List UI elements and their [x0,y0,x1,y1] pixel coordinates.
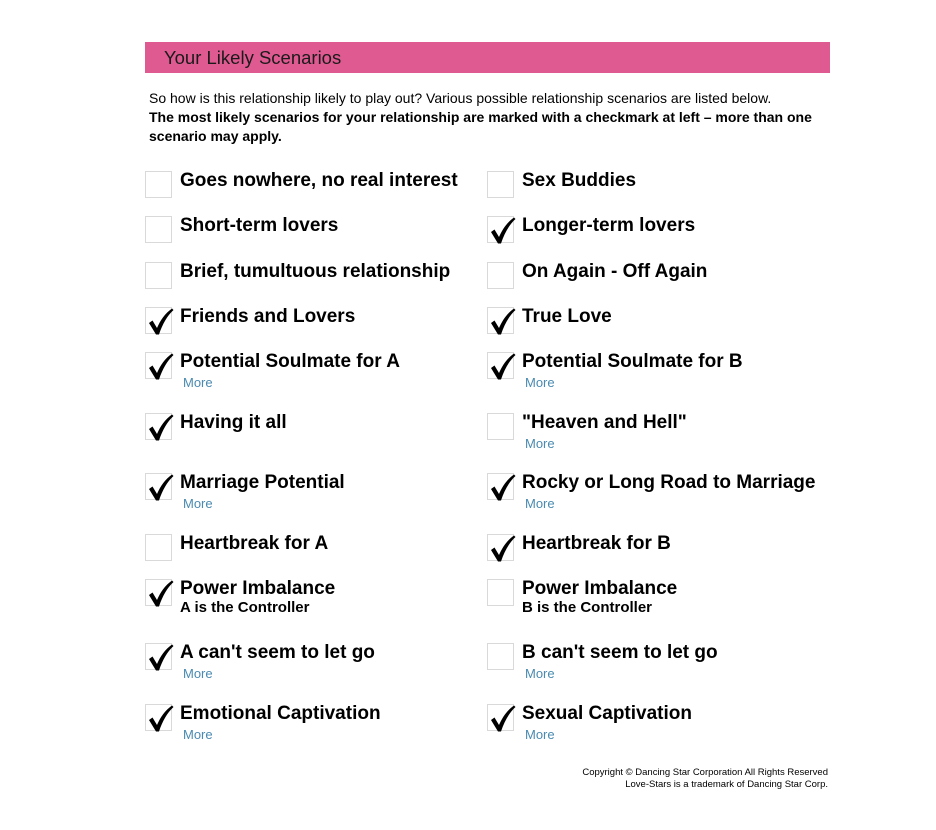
intro-paragraph [149,89,839,146]
scenario-label: A can't seem to let go [180,642,375,663]
scenario-label: Heartbreak for A [180,533,329,554]
scenario-checkbox [487,216,514,243]
more-link[interactable]: More [183,496,213,511]
scenario-label: Sex Buddies [522,170,637,191]
scenario-label: Power Imbalance [522,578,678,599]
copyright-text: Copyright © Dancing Star Corporation All Rights Reserved [582,767,828,778]
scenario-checkbox [487,579,514,606]
more-link[interactable]: More [525,436,555,451]
footer [582,767,828,791]
section-header [145,42,830,73]
intro-bold-text: The most likely scenarios for your relationship are marked with a checkmark at left – more than one scenario may apply. [149,109,812,144]
scenario-checkbox [487,413,514,440]
scenario-checkbox [145,262,172,289]
scenario-checkbox [487,352,514,379]
scenario-label: Having it all [180,412,287,433]
scenario-checkbox [487,171,514,198]
trademark-text: Love-Stars is a trademark of Dancing Star Corp. [625,779,828,790]
scenario-checkbox [145,579,172,606]
scenario-label: Power Imbalance [180,578,336,599]
scenario-checkbox [487,643,514,670]
scenario-checkbox [487,534,514,561]
scenario-label: Heartbreak for B [522,533,671,554]
scenario-checkbox [145,704,172,731]
scenario-label: Short-term lovers [180,215,339,236]
more-link[interactable]: More [183,666,213,681]
more-link[interactable]: More [525,375,555,390]
scenario-label: Rocky or Long Road to Marriage [522,472,816,493]
scenario-checkbox [145,534,172,561]
scenario-checkbox [145,413,172,440]
scenario-label: Marriage Potential [180,472,345,493]
more-link[interactable]: More [525,496,555,511]
section-title: Your Likely Scenarios [164,47,342,68]
scenario-label: On Again - Off Again [522,261,708,282]
scenario-label: True Love [522,306,612,327]
scenario-label: Potential Soulmate for B [522,351,743,372]
scenario-checkbox [145,307,172,334]
scenario-label: Emotional Captivation [180,703,381,724]
scenario-checkbox [487,704,514,731]
more-link[interactable]: More [183,375,213,390]
scenario-label: Friends and Lovers [180,306,356,327]
more-link[interactable]: More [183,727,213,742]
scenario-checkbox [487,307,514,334]
scenario-checkbox [145,216,172,243]
scenario-label: B can't seem to let go [522,642,718,663]
scenario-sublabel: A is the Controller [180,599,310,616]
scenario-checkbox [145,352,172,379]
scenario-checkbox [145,643,172,670]
scenario-checkbox [145,473,172,500]
intro-text: So how is this relationship likely to play out? Various possible relationship scenarios are listed below. [149,90,772,106]
scenario-label: Potential Soulmate for A [180,351,400,372]
scenario-checkbox [145,171,172,198]
more-link[interactable]: More [525,666,555,681]
scenario-checkbox [487,473,514,500]
scenario-label: Longer-term lovers [522,215,696,236]
scenario-label: Brief, tumultuous relationship [180,261,451,282]
more-link[interactable]: More [525,727,555,742]
scenario-checkbox [487,262,514,289]
scenario-label: Sexual Captivation [522,703,692,724]
scenario-label: Goes nowhere, no real interest [180,170,458,191]
scenario-label: "Heaven and Hell" [522,412,687,433]
scenario-sublabel: B is the Controller [522,599,653,616]
